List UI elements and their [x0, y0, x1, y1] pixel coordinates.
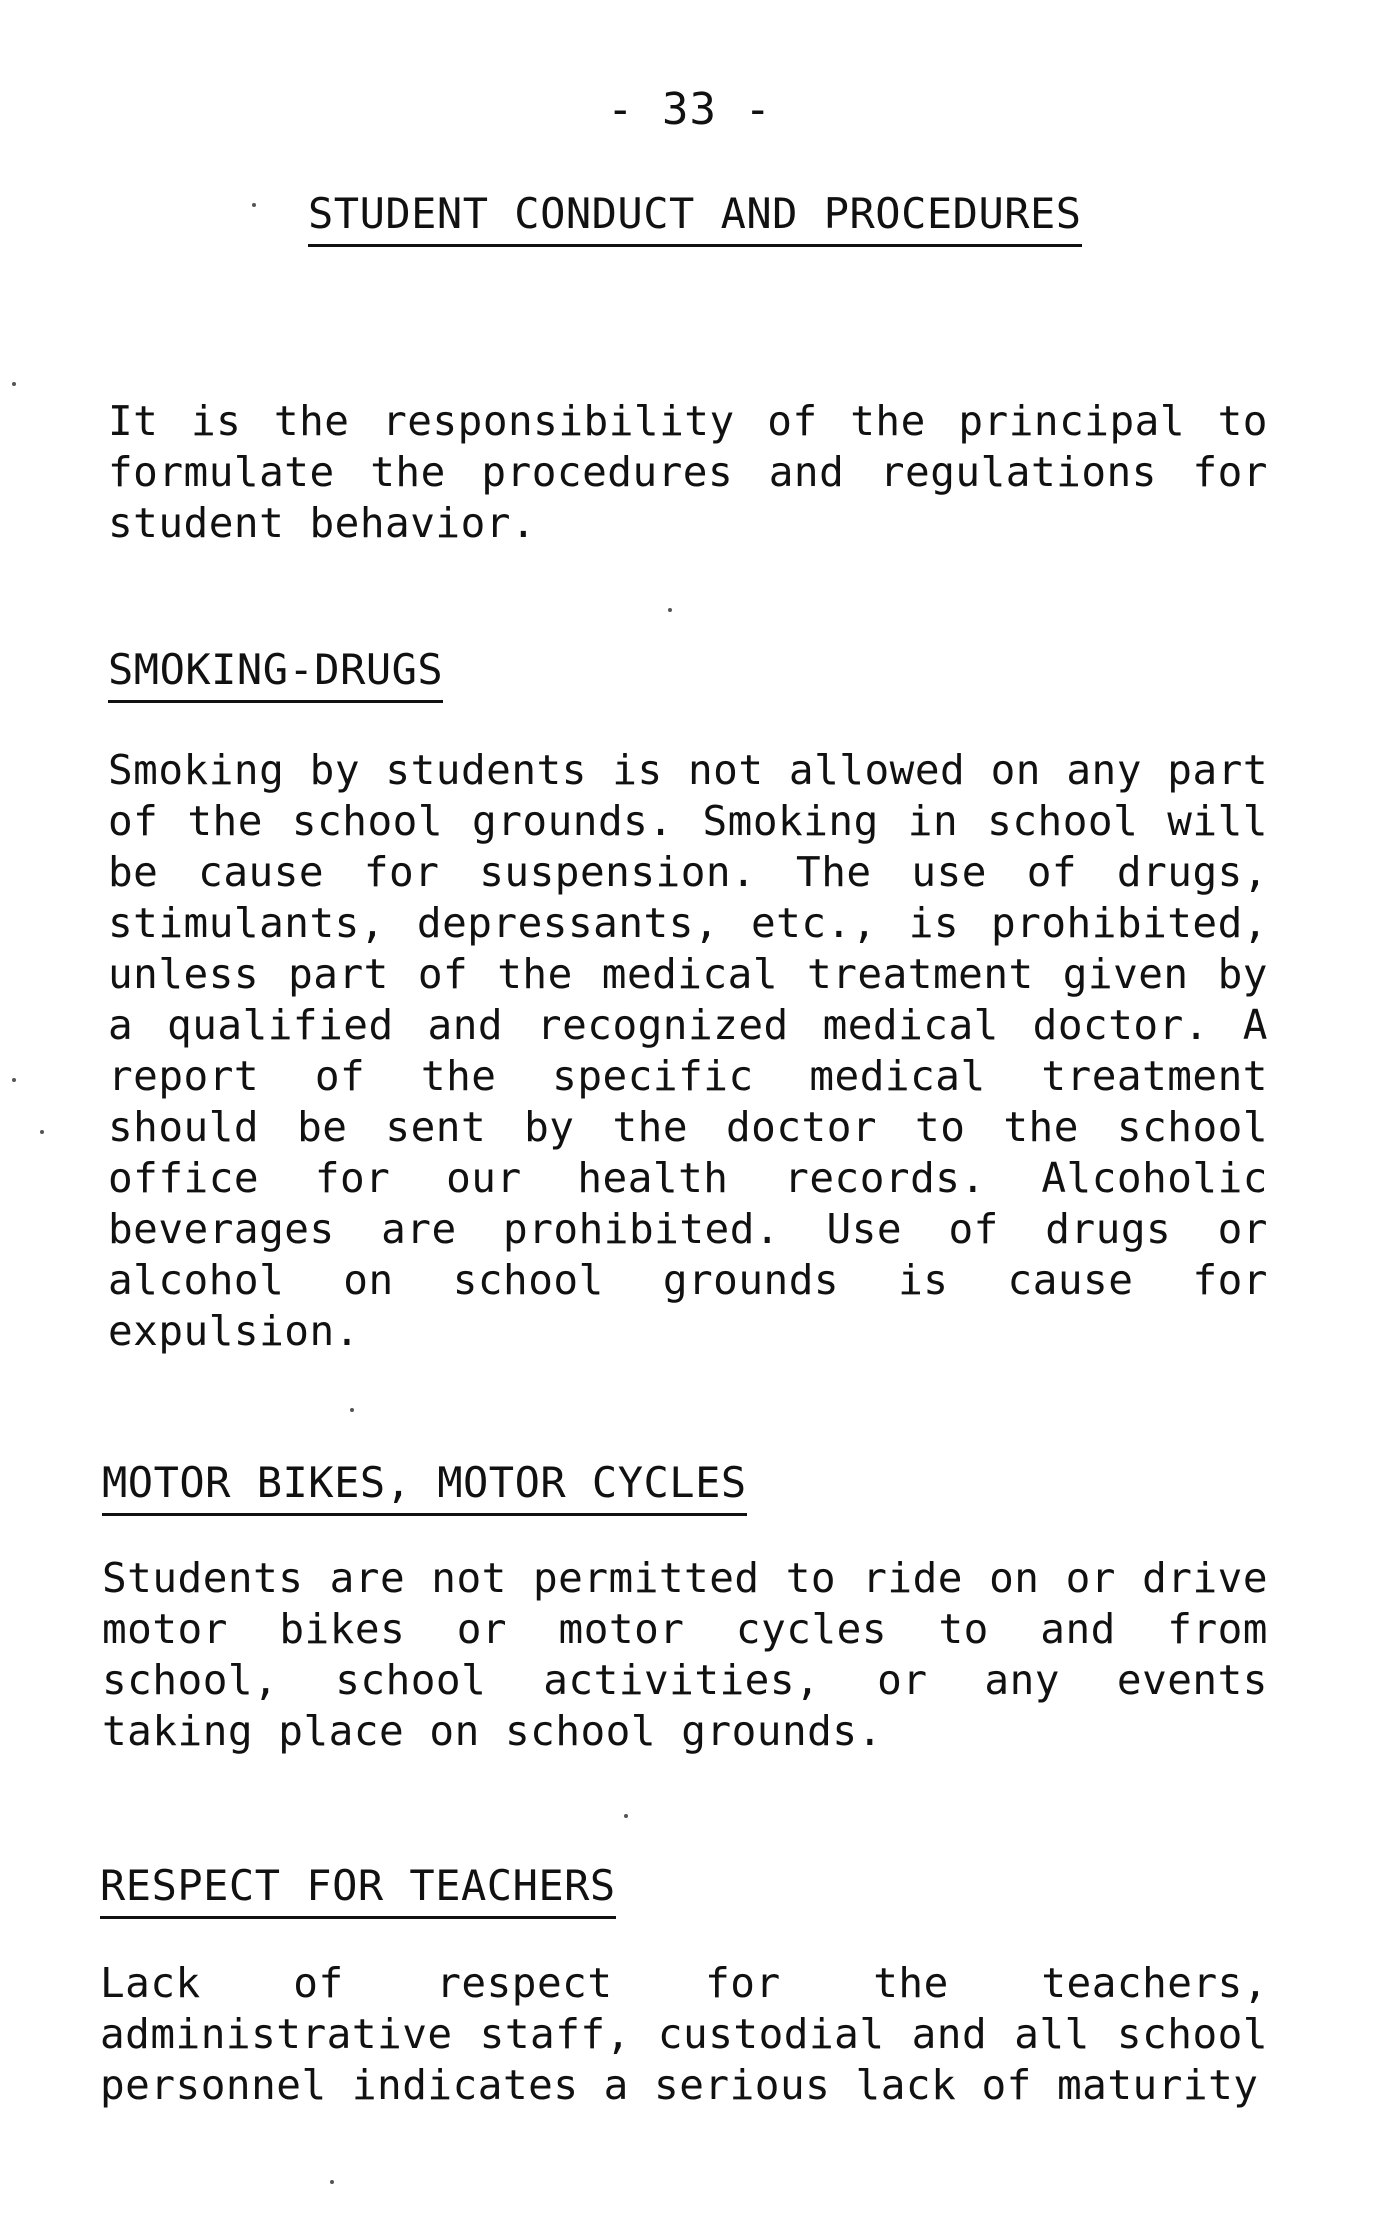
section-heading-smoking-drugs: SMOKING-DRUGS [108, 642, 443, 703]
section-body-smoking-drugs: Smoking by students is not allowed on any part of the school grounds. Smoking in school will be cause for suspension. The use of drugs, stimulants, depressants, etc., is prohibited, unless part of the medical treatment given by a qualified and recognized medical doctor. A report of the specific medical treatment should be sent by the doctor to the school office for our health records. Alcoholic beverages are prohibited. Use of drugs or alcohol on school grounds is cause for expulsion. [108, 746, 1268, 1355]
section-body-motor-bikes: Students are not permitted to ride on or drive motor bikes or motor cycles to and from school, school activities, or any events taking place on school grounds. [102, 1554, 1268, 1755]
scan-speck [668, 608, 672, 612]
section-heading-respect-for-teachers: RESPECT FOR TEACHERS [100, 1858, 616, 1919]
scan-speck [12, 1078, 16, 1082]
scan-speck [12, 382, 16, 386]
scan-speck [40, 1130, 44, 1134]
scan-speck [330, 2180, 334, 2184]
scan-speck [624, 1814, 628, 1818]
page-number: - 33 - [607, 84, 772, 135]
section-body-respect-for-teachers: Lack of respect for the teachers, administrative staff, custodial and all school personnel indicates a serious lack of maturity [100, 1959, 1268, 2109]
section-heading-motor-bikes: MOTOR BIKES, MOTOR CYCLES [102, 1455, 747, 1516]
scan-speck [350, 1408, 354, 1412]
page-title: STUDENT CONDUCT AND PROCEDURES [308, 186, 1082, 247]
intro-paragraph: It is the responsibility of the principal to formulate the procedures and regulations for student behavior. [108, 397, 1268, 547]
scan-speck [252, 203, 256, 207]
